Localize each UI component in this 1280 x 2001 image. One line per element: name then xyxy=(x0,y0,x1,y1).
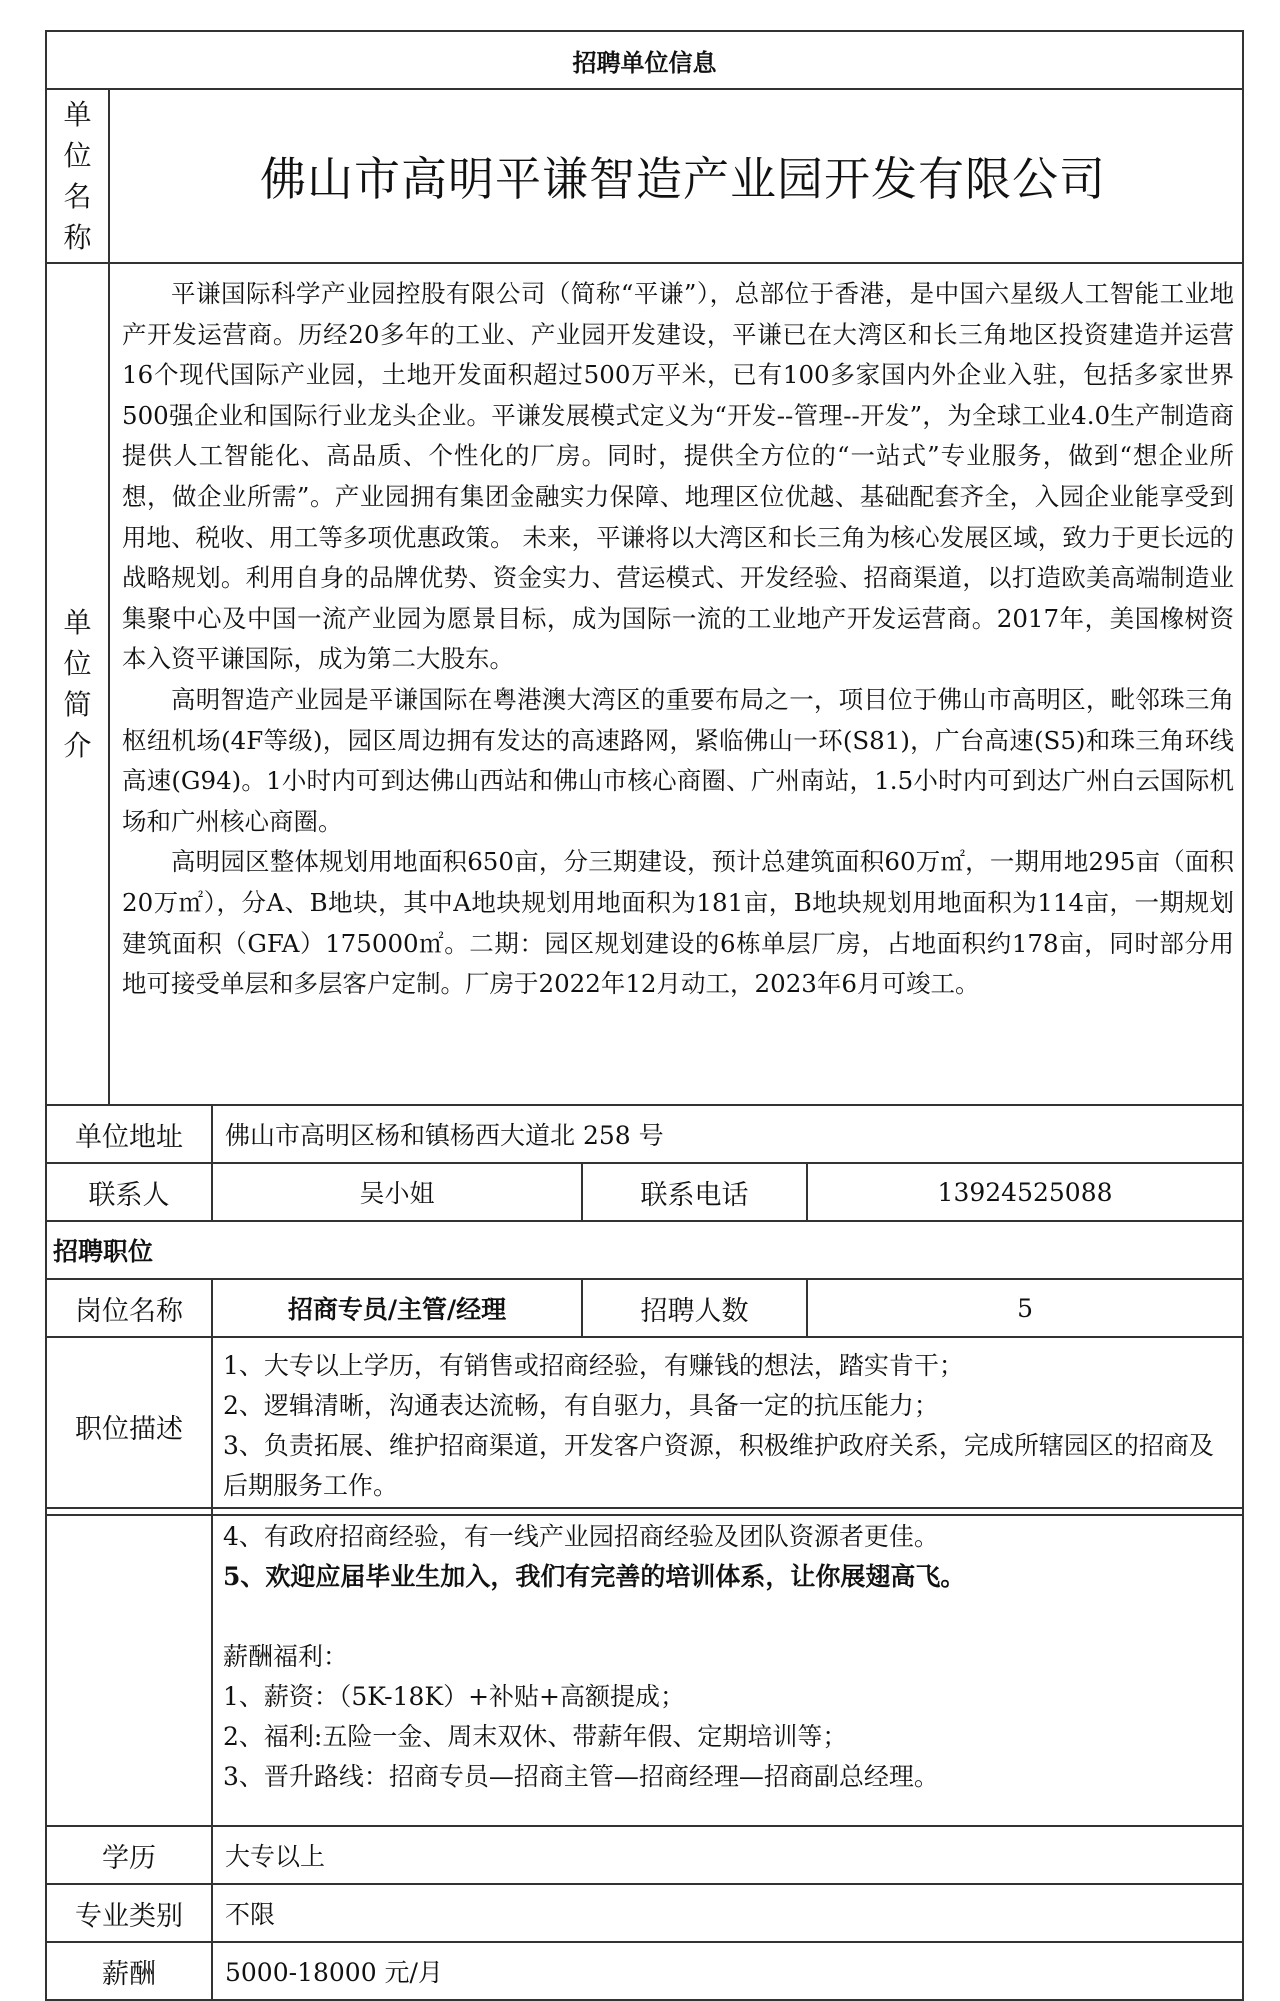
desc-label: 职位描述 xyxy=(46,1337,212,1515)
benefit-line: 1、薪资：（5K-18K）+补贴+高额提成； xyxy=(223,1682,686,1711)
contact-label: 联系人 xyxy=(46,1163,212,1221)
salary-value: 5000-18000 元/月 xyxy=(212,1942,1243,2000)
recruitment-form-page2 xyxy=(45,1507,1242,2001)
phone-value: 13924525088 xyxy=(807,1163,1243,1221)
salary-label: 薪酬 xyxy=(46,1942,212,2000)
job-extra-info xyxy=(212,1508,1243,1826)
jobs-section-title: 招聘职位 xyxy=(46,1221,1243,1279)
extra-line: 4、有政府招商经验，有一线产业园招商经验及团队资源者更佳。 xyxy=(223,1522,939,1551)
benefit-line: 2、福利:五险一金、周末双休、带薪年假、定期培训等； xyxy=(223,1722,848,1751)
benefit-line: 3、晋升路线：招商专员—招商主管—招商经理—招商副总经理。 xyxy=(223,1762,939,1791)
major-value: 不限 xyxy=(212,1884,1243,1942)
recruitment-form-page1 xyxy=(45,30,1242,1516)
unit-info-table xyxy=(45,30,1244,1516)
edu-value: 大专以上 xyxy=(212,1826,1243,1884)
address-value: 佛山市高明区杨和镇杨西大道北 258 号 xyxy=(212,1105,1243,1163)
company-name: 佛山市高明平谦智造产业园开发有限公司 xyxy=(109,89,1243,263)
extra-line: 5、欢迎应届毕业生加入，我们有完善的培训体系，让你展翅高飞。 xyxy=(223,1562,966,1591)
desc-line: 1、大专以上学历，有销售或招商经验，有赚钱的想法，踏实肯干； xyxy=(223,1351,964,1380)
position-label: 岗位名称 xyxy=(46,1279,212,1337)
unit-intro-label: 单位简介 xyxy=(46,263,109,1105)
contact-value: 吴小姐 xyxy=(212,1163,582,1221)
major-label: 专业类别 xyxy=(46,1884,212,1942)
job-detail-table xyxy=(45,1507,1244,2001)
desc-line: 2、逻辑清晰，沟通表达流畅，有自驱力，具备一定的抗压能力； xyxy=(223,1391,939,1420)
phone-label: 联系电话 xyxy=(582,1163,807,1221)
address-label: 单位地址 xyxy=(46,1105,212,1163)
intro-paragraph: 平谦国际科学产业园控股有限公司（简称“平谦”），总部位于香港，是中国六星级人工智能工业地产开发运营商。历经20多年的工业、产业园开发建设，平谦已在大湾区和长三角地区投资建造并运营16个现代国际产业园，土地开发面积超过500万平米，已有100多家国内外企业入驻，包括多家世界500强企业和国际行业龙头企业。平谦发展模式定义为“开发--管理--开发”，为全球工业4.0生产制造商提供人工智能化、高品质、个性化的厂房。同时，提供全方位的“一站式”专业服务，做到“想企业所想，做企业所需”。产业园拥有集团金融实力保障、地理区位优越、基础配套齐全，入园企业能享受到用地、税收、用工等多项优惠政策。 未来，平谦将以大湾区和长三角为核心发展区域，致力于更长远的战略规划。利用自身的品牌优势、资金实力、营运模式、开发经验、招商渠道，以打造欧美高端制造业集聚中心及中国一流产业园为愿景目标，成为国际一流的工业地产开发运营商。2017年，美国橡树资本入资平谦国际，成为第二大股东。 xyxy=(122,279,1235,674)
blank-label-cell xyxy=(46,1508,212,1826)
job-description xyxy=(212,1337,1243,1515)
benefits-title: 薪酬福利： xyxy=(223,1642,349,1671)
count-label: 招聘人数 xyxy=(582,1279,807,1337)
intro-paragraph: 高明园区整体规划用地面积650亩，分三期建设，预计总建筑面积60万㎡，一期用地295亩（面积20万㎡），分A、B地块，其中A地块规划用地面积为181亩，B地块规划用地面积为114亩，一期规划建筑面积（GFA）175000㎡。二期：园区规划建设的6栋单层厂房，占地面积约178亩，同时部分用地可接受单层和多层客户定制。厂房于2022年12月动工，2023年6月可竣工。 xyxy=(122,847,1235,999)
edu-label: 学历 xyxy=(46,1826,212,1884)
unit-intro xyxy=(109,263,1243,1105)
form-title: 招聘单位信息 xyxy=(46,31,1243,89)
unit-name-label: 单位名称 xyxy=(46,89,109,263)
spacer xyxy=(223,1597,1236,1637)
intro-paragraph: 高明智造产业园是平谦国际在粤港澳大湾区的重要布局之一，项目位于佛山市高明区，毗邻珠三角枢纽机场(4F等级)，园区周边拥有发达的高速路网，紧临佛山一环(S81)，广台高速(S5)和珠三角环线高速(G94)。1小时内可到达佛山西站和佛山市核心商圈、广州南站，1.5小时内可到达广州白云国际机场和广州核心商圈。 xyxy=(122,684,1235,836)
desc-line: 3、负责拓展、维护招商渠道，开发客户资源，积极维护政府关系，完成所辖园区的招商及后期服务工作。 xyxy=(223,1431,1214,1500)
position-value: 招商专员/主管/经理 xyxy=(212,1279,582,1337)
count-value: 5 xyxy=(807,1279,1243,1337)
